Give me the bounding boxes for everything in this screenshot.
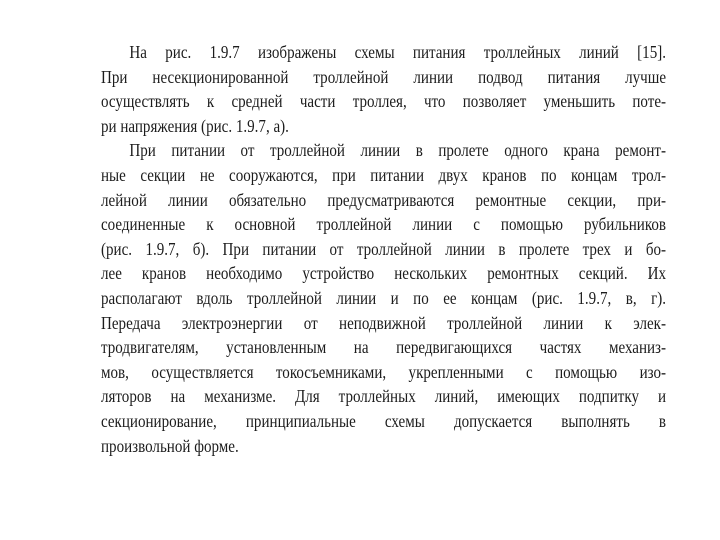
text-line: ные секции не сооружаются, при питании двух кранов по концам трол- bbox=[101, 164, 667, 185]
text-line: секционирование, принципиальные схемы допускается выполнять в bbox=[101, 410, 667, 431]
text-line: мов, осуществляется токосъемниками, укрепленными с помощью изо- bbox=[101, 361, 667, 382]
text-line: ляторов на механизме. Для троллейных линий, имеющих подпитку и bbox=[101, 386, 667, 407]
text-line: осуществлять к средней части троллея, что позволяет уменьшить поте- bbox=[101, 91, 667, 112]
text-line: Передача электроэнергии от неподвижной троллейной линии к элек- bbox=[101, 312, 667, 333]
text-line: (рис. 1.9.7, б). При питании от троллейной линии в пролете трех и бо- bbox=[101, 238, 667, 259]
text-line: ри напряжения (рис. 1.9.7, а). bbox=[101, 115, 289, 136]
body-text bbox=[101, 40, 667, 458]
text-line: На рис. 1.9.7 изображены схемы питания троллейных линий [15]. bbox=[129, 42, 667, 62]
text-line: располагают вдоль троллейной линии и по ее концам (рис. 1.9.7, в, г). bbox=[101, 287, 667, 308]
text-line: лейной линии обязательно предусматриваются ремонтные секции, при- bbox=[101, 189, 667, 210]
text-line: тродвигателям, установленным на передвигающихся частях механиз- bbox=[101, 337, 667, 358]
text-line: соединенные к основной троллейной линии с помощью рубильников bbox=[101, 214, 667, 235]
text-line: произвольной форме. bbox=[101, 435, 239, 456]
text-line: При несекционированной троллейной линии подвод питания лучше bbox=[101, 66, 667, 87]
text-line: При питании от троллейной линии в пролете одного крана ремонт- bbox=[129, 140, 667, 161]
text-line: лее кранов необходимо устройство нескольких ремонтных секций. Их bbox=[101, 263, 667, 284]
